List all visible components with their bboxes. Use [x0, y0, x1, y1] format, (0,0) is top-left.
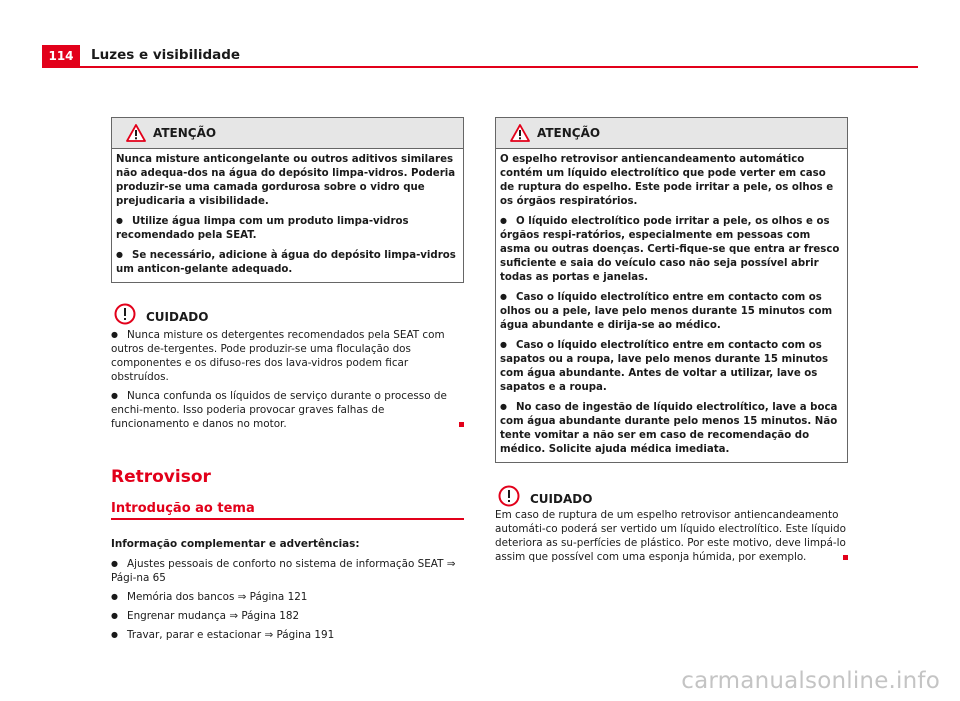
- caution-block: [111, 295, 464, 431]
- warning-bullet: ● Caso o líquido electrolítico entre em contacto com os olhos ou a pele, lave pelo menos durante 15 minutos com água abundante e dirija-se ao médico.: [500, 290, 843, 333]
- section-title: Retrovisor: [111, 467, 211, 487]
- warning-bullet: ● No caso de ingestão de líquido electrolítico, lave a boca com água abundante durante pelo menos 15 minutos. Não tente vomitar a não ser em caso de recomendação do médico. Solicite ajuda médica imediata.: [500, 400, 843, 457]
- list-item[interactable]: ● Ajustes pessoais de conforto no sistema de informação SEAT ⇒ Pági-na 65: [111, 557, 464, 585]
- caution-title: CUIDADO: [146, 310, 209, 324]
- caution-body: [495, 508, 848, 564]
- right-column: [495, 117, 848, 569]
- warning-header: [496, 118, 847, 149]
- exclamation-circle-icon: [114, 303, 136, 325]
- header-rule: [42, 66, 918, 68]
- page-number: 114: [42, 45, 80, 67]
- warning-title: ATENÇÃO: [537, 126, 601, 140]
- list-item[interactable]: ● Engrenar mudança ⇒ Página 182: [111, 609, 464, 623]
- list-item[interactable]: ● Memória dos bancos ⇒ Página 121: [111, 590, 464, 604]
- warning-header: [112, 118, 463, 149]
- caution-header: [111, 295, 464, 325]
- warning-triangle-icon: [126, 124, 146, 142]
- warning-box: [111, 117, 464, 283]
- chapter-title: Luzes e visibilidade: [91, 47, 241, 63]
- exclamation-circle-icon: [498, 485, 520, 507]
- warning-bullet: ● O líquido electrolítico pode irritar a pele, os olhos e os órgãos respi-ratórios, especialmente em pessoas com asma ou outras doenças. Certi-fique-se que entra ar fresco suficiente e saia do veículo caso não seja possível abrir todas as portas e janelas.: [500, 214, 843, 285]
- list-item[interactable]: ● Travar, parar e estacionar ⇒ Página 191: [111, 628, 464, 642]
- caution-bullet-text: Nunca confunda os líquidos de serviço durante o processo de enchi-mento. Isso poderia provocar graves falhas de funcionamento e danos no motor.: [111, 390, 447, 430]
- warning-title: ATENÇÃO: [153, 126, 217, 140]
- warning-bullet: ● Caso o líquido electrolítico entre em contacto com os sapatos ou a roupa, lave pelo menos durante 15 minutos com água abundante. Antes de voltar a utilizar, lave os sapatos e a roupa.: [500, 338, 843, 395]
- caution-bullet: ● Nunca misture os detergentes recomendados pela SEAT com outros de-tergentes. Pode produzir-se uma floculação dos componentes e os difuso-res dos lava-vidros podem ficar obstruídos.: [111, 328, 464, 384]
- warning-paragraph: Nunca misture anticongelante ou outros aditivos similares não adequa-dos na água do depósito limpa-vidros. Poderia produzir-se uma camada gordurosa sobre o vidro que prejudicaria a visibilidade.: [116, 154, 456, 207]
- warning-triangle-icon: [510, 124, 530, 142]
- warning-body: [112, 149, 463, 282]
- info-list: [111, 557, 464, 642]
- warning-box: [495, 117, 848, 463]
- caution-bullet: [111, 389, 464, 431]
- warning-bullet: ● Se necessário, adicione à água do depósito limpa-vidros um anticon-gelante adequado.: [116, 248, 459, 277]
- info-heading: Informação complementar e advertências:: [111, 538, 360, 550]
- caution-header: [495, 477, 848, 507]
- left-column: [111, 117, 464, 647]
- warning-paragraph: O espelho retrovisor antiencandeamento automático contém um líquido electrolítico que pode verter em caso de ruptura do espelho. Este pode irritar a pele, os olhos e os órgãos respiratórios.: [500, 154, 834, 207]
- subsection-title: Introdução ao tema: [111, 501, 464, 520]
- watermark[interactable]: carmanualsonline.info: [681, 668, 940, 694]
- caution-paragraph: [495, 508, 848, 564]
- caution-title: CUIDADO: [530, 492, 593, 506]
- caution-text: Em caso de ruptura de um espelho retrovisor antiencandeamento automáti-co poderá ser vertido um líquido electrolítico. Este líquido deteriora as su-perfícies de plástico. Por este motivo, deve limpá-lo assim que possível com uma esponja húmida, por exemplo.: [495, 509, 846, 563]
- warning-bullet: ● Utilize água limpa com um produto limpa-vidros recomendado pela SEAT.: [116, 214, 459, 243]
- caution-block: [495, 477, 848, 564]
- end-of-section-marker: [843, 555, 848, 560]
- warning-body: [496, 149, 847, 462]
- caution-body: [111, 328, 464, 431]
- end-of-section-marker: [459, 422, 464, 427]
